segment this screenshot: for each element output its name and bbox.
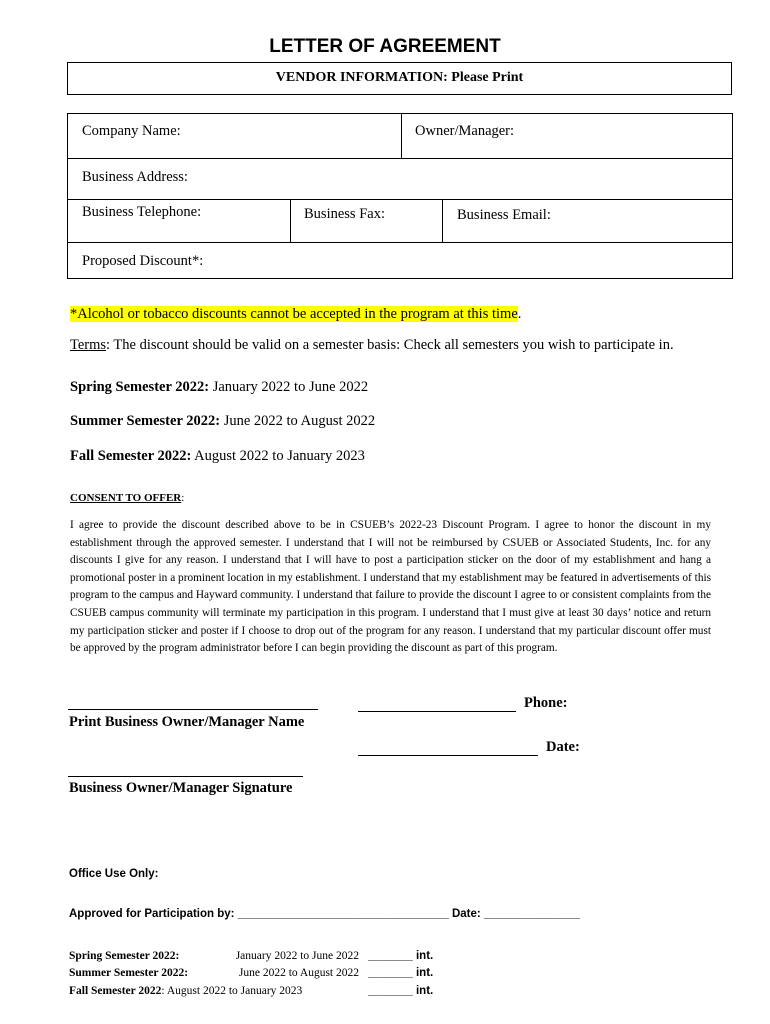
- initial-blank[interactable]: _______: [368, 950, 413, 962]
- consent-body: I agree to provide the discount described above to be in CSUEB’s 2022-23 Discount Program. I agree to honor the discount in my establishment through the approved semester. I understand that I will not be reimbursed by CSUEB or Associated Students, Inc. for any discounts I give for any reason. I understand that I will have to post a participation sticker on the door of my establishment and hang a promotional poster in a prominent location in my establishment. I understand that my establishment may be featured in advertisements of this program to the campus and Hayward community. I understand that failure to provide the discount I agree to or consistent complaints from the CSUEB campus community will terminate my participation in this program. I understand that I must give at least 30 days’ notice and return my participation sticker and poster if I choose to drop out of the program for any reason. I understand that my particular discount offer must be approved by the program administrator before I can begin providing the discount as part of this program.: [70, 519, 711, 655]
- initial-blank[interactable]: _______: [368, 985, 413, 997]
- initial-label: int.: [415, 985, 434, 997]
- spring-semester-line: [70, 379, 368, 396]
- office-date-line[interactable]: _______________: [483, 908, 580, 920]
- office-fall-row: [69, 985, 302, 997]
- grid-divider: [442, 199, 443, 242]
- date-line[interactable]: [358, 755, 538, 756]
- business-email-field[interactable]: Business Email:: [457, 207, 551, 223]
- owner-manager-field[interactable]: Owner/Manager:: [415, 123, 515, 139]
- business-telephone-field[interactable]: Business Telephone:: [82, 204, 202, 220]
- office-semester-range: : August 2022 to January 2023: [161, 985, 303, 997]
- business-fax-field[interactable]: Business Fax:: [304, 206, 385, 222]
- office-semester-name: Spring Semester 2022:: [69, 950, 180, 962]
- office-summer-blank[interactable]: [368, 967, 433, 979]
- terms-line: [70, 337, 674, 354]
- approved-line[interactable]: _________________________________: [237, 908, 449, 920]
- fall-semester-line: [70, 448, 365, 465]
- document-title: LETTER OF AGREEMENT: [269, 36, 501, 57]
- consent-heading-text: CONSENT TO OFFER: [70, 492, 182, 504]
- terms-text: : The discount should be valid on a semester basis: Check all semesters you wish to participate in.: [106, 337, 674, 353]
- grid-divider: [68, 199, 732, 200]
- terms-label: Terms: [70, 337, 107, 353]
- initial-label: int.: [415, 950, 434, 962]
- approved-row: [69, 908, 580, 920]
- semester-range: June 2022 to August 2022: [220, 413, 376, 429]
- consent-heading-colon: :: [181, 492, 185, 504]
- office-semester-name: Summer Semester 2022:: [69, 967, 189, 979]
- office-spring-blank[interactable]: [368, 950, 433, 962]
- signature-label: Business Owner/Manager Signature: [69, 780, 293, 796]
- office-use-heading: Office Use Only:: [69, 868, 159, 880]
- signature-line[interactable]: [68, 776, 303, 777]
- initial-label: int.: [415, 967, 434, 979]
- approved-label: Approved for Participation by:: [69, 908, 235, 920]
- office-semester-range: January 2022 to June 2022: [235, 950, 359, 962]
- office-semester-name: Fall Semester 2022: [69, 985, 162, 997]
- grid-divider: [68, 158, 732, 159]
- print-name-label: Print Business Owner/Manager Name: [69, 714, 305, 730]
- office-summer-row: [69, 967, 359, 979]
- grid-divider: [290, 199, 291, 242]
- phone-line[interactable]: [358, 711, 516, 712]
- alcohol-note-period: .: [517, 306, 522, 322]
- alcohol-note: [70, 306, 521, 323]
- grid-divider: [401, 114, 402, 158]
- vendor-info-header: VENDOR INFORMATION: Please Print: [67, 62, 732, 95]
- semester-range: August 2022 to January 2023: [191, 448, 365, 464]
- proposed-discount-field[interactable]: Proposed Discount*:: [82, 253, 204, 269]
- office-spring-row: [69, 950, 359, 962]
- initial-blank[interactable]: _______: [368, 967, 413, 979]
- consent-heading: [70, 488, 184, 506]
- vendor-form-grid: [67, 113, 733, 279]
- semester-name: Spring Semester 2022:: [70, 379, 210, 395]
- summer-semester-line: [70, 413, 375, 430]
- date-label: Date:: [546, 739, 580, 755]
- grid-divider: [68, 242, 732, 243]
- office-date-label: Date:: [451, 908, 481, 920]
- office-fall-blank[interactable]: [368, 985, 433, 997]
- print-name-line[interactable]: [68, 709, 318, 710]
- semester-name: Fall Semester 2022:: [70, 448, 192, 464]
- business-address-field[interactable]: Business Address:: [82, 169, 188, 185]
- office-semester-range: June 2022 to August 2022: [238, 967, 359, 979]
- semester-range: January 2022 to June 2022: [209, 379, 369, 395]
- semester-name: Summer Semester 2022:: [70, 413, 221, 429]
- company-name-field[interactable]: Company Name:: [82, 123, 181, 139]
- phone-label: Phone:: [524, 695, 568, 711]
- alcohol-note-text: *Alcohol or tobacco discounts cannot be accepted in the program at this time: [70, 306, 518, 322]
